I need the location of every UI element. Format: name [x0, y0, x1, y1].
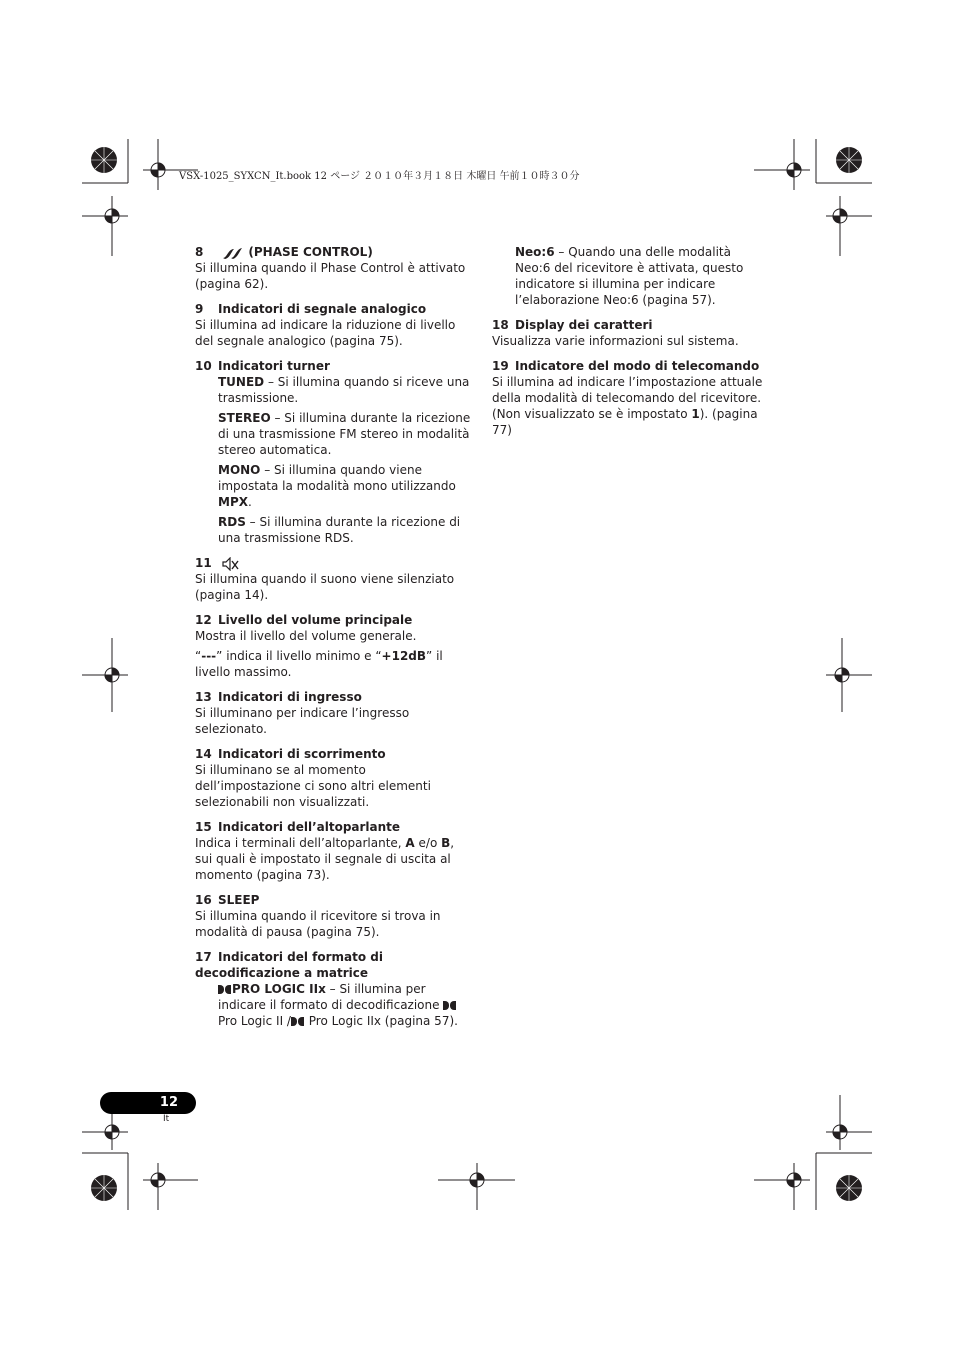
- language-code: It: [163, 1114, 170, 1124]
- section-body: Si illumina ad indicare la riduzione di livello del segnale analogico (pagina 75).: [195, 318, 456, 348]
- section-body: Indica i terminali dell’altoparlante, A e/o B, sui quali è impostato il segnale di uscita al momento (pagina 73).: [195, 836, 455, 882]
- section-9: [195, 301, 471, 349]
- right-column: [492, 244, 768, 447]
- section-17: [195, 949, 471, 1029]
- rds-description: RDS – Si illumina durante la ricezione di una trasmissione RDS.: [218, 515, 461, 545]
- dolby-double-d-icon: [443, 1001, 456, 1010]
- section-heading: 17 Indicatori del formato di decodificazione a matrice: [195, 950, 383, 980]
- section-15: [195, 819, 471, 883]
- section-body: Si illumina quando il Phase Control è attivato (pagina 62).: [195, 261, 466, 291]
- section-body: Si illuminano se al momento dell’impostazione ci sono altri elementi selezionabili non visualizzati.: [195, 763, 431, 809]
- print-header: VSX-1025_SYXCN_It.book 12 ページ ２０１０年３月１８日 木曜日 午前１０時３０分: [179, 171, 580, 182]
- section-body: Si illumina quando il ricevitore si trova in modalità di pausa (pagina 75).: [195, 909, 441, 939]
- left-column: [195, 244, 471, 1038]
- phase-control-icon: [222, 246, 244, 260]
- section-11: [195, 555, 471, 603]
- page-number-badge: 12: [100, 1092, 196, 1114]
- section-13: [195, 689, 471, 737]
- dolby-double-d-icon: [218, 985, 231, 994]
- section-heading: 9 Indicatori di segnale analogico: [195, 302, 427, 316]
- section-18: [492, 317, 768, 349]
- dolby-double-d-icon: [291, 1017, 304, 1026]
- volume-range: “---” indica il livello minimo e “+12dB” il livello massimo.: [195, 649, 443, 679]
- starburst-mark-tl-icon: [91, 147, 117, 173]
- section-8: [195, 244, 471, 292]
- section-heading: 8 (PHASE CONTROL): [195, 245, 373, 259]
- section-heading: 15 Indicatori dell’altoparlante: [195, 820, 401, 834]
- section-heading: 11: [195, 555, 471, 571]
- section-body: Mostra il livello del volume generale.: [195, 629, 417, 643]
- section-body: Visualizza varie informazioni sul sistema.: [492, 334, 739, 348]
- section-14: [195, 746, 471, 810]
- starburst-mark-br-icon: [836, 1175, 862, 1201]
- section-heading: 13 Indicatori di ingresso: [195, 690, 362, 704]
- section-12: [195, 612, 471, 680]
- tuned-description: TUNED – Si illumina quando si riceve una trasmissione.: [218, 375, 470, 405]
- section-body: Si illuminano per indicare l’ingresso selezionato.: [195, 706, 410, 736]
- section-10: [195, 358, 471, 546]
- neo6-description: Neo:6 – Quando una delle modalità Neo:6 del ricevitore è attivata, questo indicatore si illumina per indicare l’elaborazione Neo:6 (pagina 57).: [515, 245, 744, 307]
- stereo-description: STEREO – Si illumina durante la ricezione di una trasmissione FM stereo in modalità stereo automatica.: [218, 411, 471, 457]
- section-heading: 18 Display dei caratteri: [492, 318, 653, 332]
- section-body: Si illumina quando il suono viene silenziato (pagina 14).: [195, 572, 455, 602]
- section-body: Si illumina ad indicare l’impostazione attuale della modalità di telecomando del ricevitore. (Non visualizzato se è impostato 1). (pagina 77): [492, 375, 763, 437]
- pro-logic-description: PRO LOGIC IIx – Si illumina per indicare il formato di decodificazione Pro Logic II / Pro Logic IIx (pagina 57).: [218, 982, 458, 1028]
- section-heading: 14 Indicatori di scorrimento: [195, 747, 386, 761]
- mono-description: MONO – Si illumina quando viene impostata la modalità mono utilizzando MPX.: [218, 463, 456, 509]
- section-heading: 12 Livello del volume principale: [195, 613, 413, 627]
- starburst-mark-tr-icon: [836, 147, 862, 173]
- starburst-mark-bl-icon: [91, 1175, 117, 1201]
- section-16: [195, 892, 471, 940]
- section-19: [492, 358, 768, 438]
- mute-icon: [222, 557, 240, 571]
- section-heading: 16 SLEEP: [195, 893, 260, 907]
- section-heading: 10 Indicatori turner: [195, 359, 330, 373]
- section-heading: 19 Indicatore del modo di telecomando: [492, 359, 760, 373]
